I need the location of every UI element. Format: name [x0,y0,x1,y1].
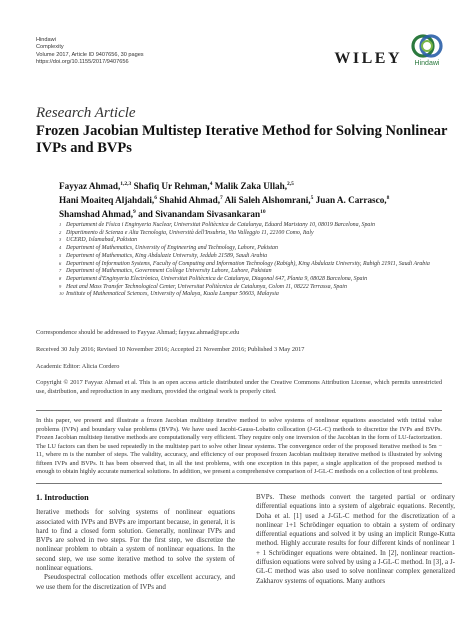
journal-info [36,37,144,67]
affiliation-item [59,230,459,238]
affiliation-number: 7 [59,268,62,274]
author-sup: 5 [310,195,314,202]
affiliation-number: 1 [59,222,62,227]
affiliation-list [59,222,459,299]
wiley-logo: WILEY [334,50,402,67]
author-sup: 9 [133,209,136,216]
affiliation-text: Dipartimento di Scienza e Alta Tecnologia, Università dell'Insubria, Via Valleggio 11, 22100 Como, Italy [66,229,314,236]
affiliation-item [59,237,459,245]
body-paragraph: Iterative methods for solving systems of nonlinear equations associated with IVPs and BVPs are important because, in general, it is hard to find a closed form solution. Generally, nonlinear IVPs and BVPs are solved in two steps. For the first step, we discretize the nonlinear problem to obtain a system of nonlinear equations. In the second step, we use some iterative method to solve the system of nonlinear equations. [36,508,235,573]
affiliation-number: 5 [59,252,62,258]
body-paragraph: Pseudospectral collocation methods offer excellent accuracy, and we use them for the discretization of IVPs and [36,573,235,591]
article-dates: Received 30 July 2016; Revised 10 November 2016; Accepted 21 November 2016; Published 3 May 2017 [36,346,305,353]
correspondence-note: Correspondence should be addressed to Fayyaz Ahmad; fayyaz.ahmad@upc.edu [36,329,240,336]
affiliation-text: UCERD, Islamabad, Pakistan [66,237,138,244]
copyright-notice: Copyright © 2017 Fayyaz Ahmad et al. This is an open access article distributed under the Creative Commons Attribution License, which permits unrestricted use, distribution, and reproduction in any medium, provided the original work is properly cited. [36,379,442,395]
author-sup: 4 [209,181,213,187]
author-sup: 2,5 [287,181,294,187]
affiliation-number: 9 [59,283,62,289]
affiliation-text: Department of Mathematics, King Abdulaziz University, Jeddah 21589, Saudi Arabia [66,252,268,259]
author-sup: 7 [220,195,223,202]
author-sup: 6 [154,195,157,202]
affiliation-text: Department of Mathematics, University of Engineering and Technology, Lahore, Pakistan [66,245,278,252]
author-sup: 10 [260,209,266,216]
hindawi-wordmark: Hindawi [414,60,440,67]
affiliation-item [59,253,459,261]
hindawi-rings-logo-icon [410,33,444,59]
article-type: Research Article [36,105,136,121]
author-name: Ali Saleh Alshomrani, [224,195,311,206]
affiliation-text: Departament de Física i Enginyeria Nuclear, Universitat Politècnica de Catalunya, Eduard Maristany 10, 08019 Barcelona, Spain [66,222,375,228]
affiliation-item [59,276,459,284]
abstract-top-rule [36,410,442,411]
body-left-column [36,493,235,592]
academic-editor: Academic Editor: Alicia Cordero [36,363,120,370]
journal-line: Volume 2017, Article ID 9407656, 30 pages [36,51,144,58]
affiliation-item [59,222,459,230]
author-name: Hani Moaiteq Aljahdali, [59,195,155,206]
article-title: Frozen Jacobian Multistep Iterative Method for Solving Nonlinear IVPs and BVPs [36,123,448,156]
author-list [59,178,459,220]
affiliation-number: 2 [59,229,62,235]
affiliation-number: 4 [59,245,62,251]
affiliation-text: Departament d'Enginyeria Electrònica, Universitat Politècnica de Catalunya, Diagonal 647, Planta 9, 08028 Barcelona, Spain [66,275,368,282]
author-name: Fayyaz Ahmad, [59,181,121,192]
affiliation-item [59,268,459,276]
body-paragraph: BVPs. These methods convert the targeted partial or ordinary differential equations into a system of algebraic equations. Recently, Doha et al. [1] used a J-GL-C method for the discretization of a nonlinear 1+1 Schrödinger equation to obtain a system of ordinary differential equations and solved it by using an implicit Runge-Kutta method. Highly accurate results for four different kinds of nonlinear 1 + 1 Schrödinger equations were obtained. In [2], nonlinear reaction-diffusion equations were solved by using a J-GL-C method. In [3], a J-GL-C method was also used to solve nonlinear complex generalized Zakharov systems of equations. Many authors [256,493,455,585]
author-sup: 8 [386,195,390,202]
author-sup: 1,2,3 [120,181,132,187]
author-name: Shafiq Ur Rehman, [133,181,210,192]
affiliation-text: Department of Mathematics, Government College University Lahore, Lahore, Pakistan [66,268,272,275]
author-name: Shamshad Ahmad, [59,209,134,220]
author-name: Juan A. Carrasco, [315,195,387,206]
affiliation-number: 10 [59,291,64,297]
section-heading: 1. Introduction [36,493,89,502]
abstract-bottom-rule [36,483,442,484]
body-right-column [256,493,455,586]
abstract-text: In this paper, we present and illustrate a frozen Jacobian multistep iterative method to solve systems of nonlinear equations associated with initial value problems (IVPs) and boundary value problems (BVPs). We have used Jacobi-Gauss-Lobatto collocation (J-GL-C) methods to discretize the IVPs and BVPs. Frozen Jacobian multistep iterative methods are computationally very efficient. They require only one inversion of the Jacobian in the form of LU-factorization. The LU factors can then be used repeatedly in the multistep part to solve other linear systems. The convergence order of the proposed iterative method is 5m − 11, where m is the number of steps. The validity, accuracy, and efficiency of our proposed frozen Jacobian multistep iterative method is illustrated by solving fifteen IVPs and BVPs. It has been observed that, in all the test problems, with one exception in this paper, a single application of the proposed method is enough to obtain highly accurate numerical solutions. In addition, we present a comprehensive comparison of J-GL-C methods on a collection of test problems. [36,417,442,475]
hindawi-logo [410,33,444,67]
affiliation-item [59,245,459,253]
publisher-logos [334,33,444,67]
affiliation-item [59,291,459,299]
affiliation-number: 6 [59,260,62,266]
author-name: Shahid Ahmad, [159,195,221,206]
author-name: and Sivanandam Sivasankaran [138,209,261,220]
affiliation-text: Department of Information Systems, Faculty of Computing and Information Technology (Rabigh), King Abdulaziz University, Rabigh 21911, Saudi Arabia [66,260,430,267]
affiliation-number: 8 [59,275,62,281]
author-name: Malik Zaka Ullah, [214,181,288,192]
affiliation-text: Heat and Mass Transfer Technological Center, Universitat Politècnica de Catalunya, Colom 11, 08222 Terrassa, Spain [66,283,347,290]
journal-line: Hindawi [36,37,56,43]
journal-line: Complexity [36,44,64,51]
affiliation-text: Institute of Mathematical Sciences, University of Malaya, Kuala Lumpur 50603, Malaysia [66,291,279,298]
affiliation-number: 3 [59,237,62,243]
journal-doi-link[interactable]: https://doi.org/10.1155/2017/9407656 [36,59,129,66]
